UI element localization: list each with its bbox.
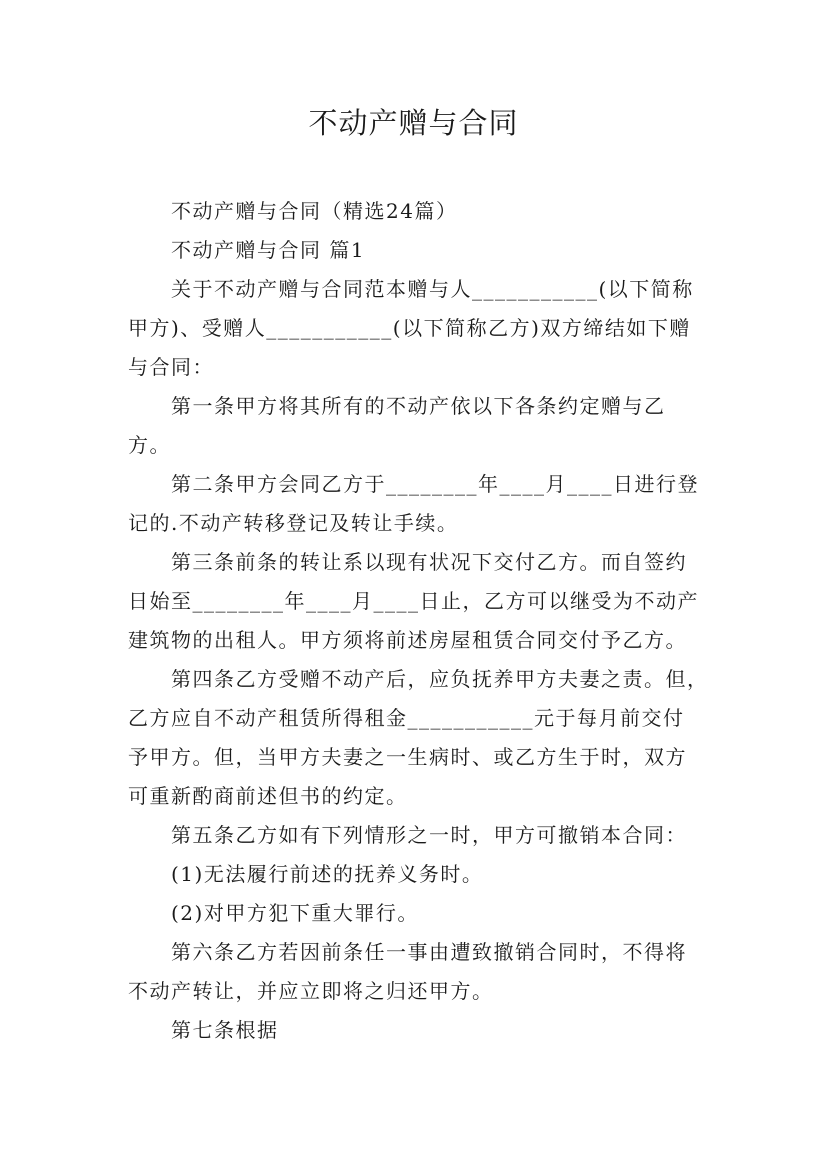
- paragraph-line: 予甲方。但，当甲方夫妻之一生病时、或乙方生于时，双方: [128, 745, 687, 769]
- paragraph-line: 第四条乙方受赠不动产后，应负抚养甲方夫妻之责。但，: [171, 667, 709, 691]
- paragraph-line: 第一条甲方将其所有的不动产依以下各条约定赠与乙: [171, 394, 666, 418]
- paragraph-line: 乙方应自不动产租赁所得租金___________元于每月前交付: [128, 706, 685, 730]
- paragraph-line: 关于不动产赠与合同范本赠与人___________(以下简称: [171, 277, 694, 301]
- paragraph-line: 与合同：: [128, 355, 214, 379]
- paragraph-line: 方。: [128, 433, 171, 457]
- paragraph-line: 记的.不动产转移登记及转让手续。: [128, 511, 459, 535]
- list-item: (1)无法履行前述的抚养义务时。: [171, 862, 484, 886]
- paragraph-line: 日始至________年____月____日止，乙方可以继受为不动产: [128, 589, 699, 613]
- document-body: [128, 192, 708, 1050]
- paragraph-line: 甲方)、受赠人___________(以下简称乙方)双方缔结如下赠: [128, 316, 691, 340]
- paragraph-line: 可重新酌商前述但书的约定。: [128, 784, 408, 808]
- paragraph-line: 第七条根据: [171, 1018, 279, 1042]
- paragraph-line: 第二条甲方会同乙方于________年____月____日进行登: [171, 472, 699, 496]
- section-heading: 不动产赠与合同 篇1: [171, 238, 366, 262]
- paragraph-line: 第六条乙方若因前条任一事由遭致撤销合同时，不得将: [171, 940, 687, 964]
- subtitle-line: 不动产赠与合同（精选24篇）: [171, 199, 458, 223]
- list-item: (2)对甲方犯下重大罪行。: [171, 901, 419, 925]
- document-title: 不动产赠与合同: [308, 106, 519, 140]
- paragraph-line: 第三条前条的转让系以现有状况下交付乙方。而自签约: [171, 550, 687, 574]
- paragraph-line: 第五条乙方如有下列情形之一时，甲方可撤销本合同：: [171, 823, 687, 847]
- paragraph-line: 建筑物的出租人。甲方须将前述房屋租赁合同交付予乙方。: [128, 628, 687, 652]
- paragraph-line: 不动产转让，并应立即将之归还甲方。: [128, 979, 494, 1003]
